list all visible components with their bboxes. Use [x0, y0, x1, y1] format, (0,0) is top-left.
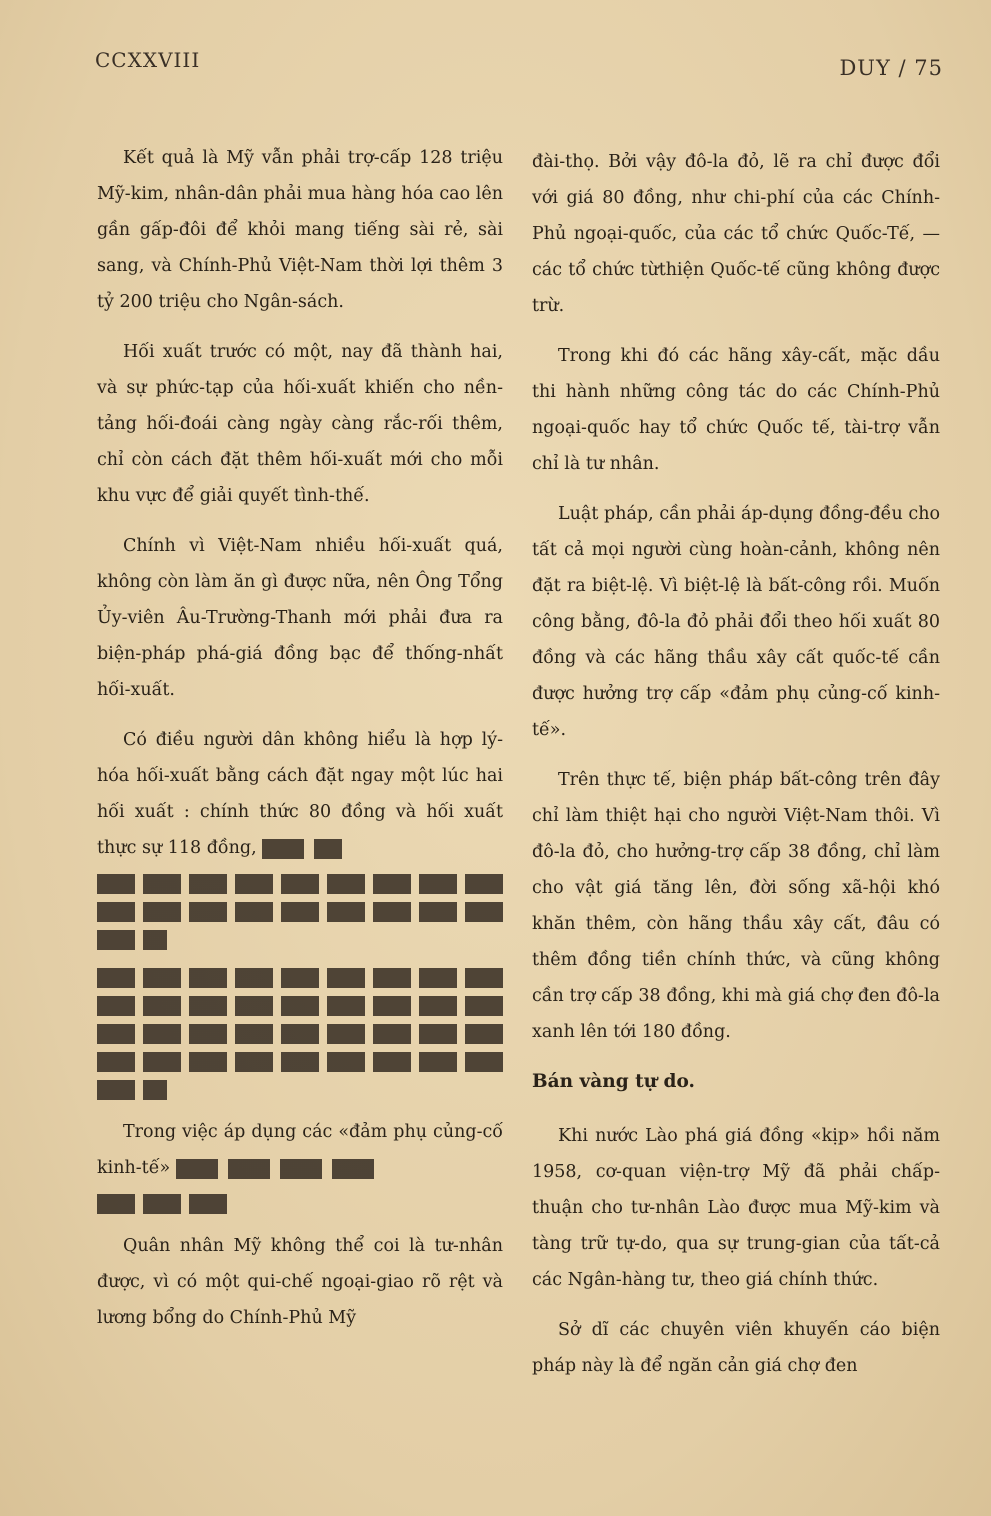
paragraph-text: Có điều người dân không hiểu là hợp lý-hóa hối-xuất bằng cách đặt ngay một lúc hai hối xuất : chính thức 80 đồng và hối xuất thực sự 118 đồng,	[97, 730, 503, 858]
paragraph: đài-thọ. Bởi vậy đô-la đỏ, lẽ ra chỉ được đổi với giá 80 đồng, như chi-phí của các Chính-Phủ ngoại-quốc, của các tổ chức Quốc-Tế, — các tổ chức từthiện Quốc-tế cũng không được trừ.	[532, 152, 940, 316]
censored-line	[97, 1024, 503, 1044]
censored-line	[97, 968, 503, 988]
paragraph	[97, 722, 503, 866]
censored-text	[262, 839, 342, 859]
paragraph	[97, 1114, 503, 1186]
paragraph: Chính vì Việt-Nam nhiều hối-xuất quá, không còn làm ăn gì được nữa, nên Ông Tổng Ủy-viên Âu-Trường-Thanh mới phải đưa ra biện-pháp phá-giá đồng bạc để thống-nhất hối-xuất.	[97, 536, 503, 700]
censored-line	[97, 996, 503, 1016]
paragraph: Hối xuất trước có một, nay đã thành hai, và sự phức-tạp của hối-xuất khiến cho nền-tảng hối-đoái càng ngày càng rắc-rối thêm, chỉ còn cách đặt thêm hối-xuất mới cho mỗi khu vực để giải quyết tình-thế.	[97, 342, 503, 506]
censored-block	[97, 968, 503, 1100]
censored-line	[97, 874, 503, 894]
right-column	[532, 144, 940, 1398]
paragraph: Khi nước Lào phá giá đồng «kịp» hồi năm 1958, cơ-quan viện-trợ Mỹ đã phải chấp-thuận cho tư-nhân Lào được mua Mỹ-kim và tàng trữ tự-do, qua sự trung-gian của tất-cả các Ngân-hàng tư, theo giá chính thức.	[532, 1126, 940, 1290]
paragraph: Trên thực tế, biện pháp bất-công trên đây chỉ làm thiệt hại cho người Việt-Nam thôi. Vì đô-la đỏ, cho hưởng-trợ cấp 38 đồng, chỉ làm cho vật giá tăng lên, đời sống xã-hội khó khăn thêm, còn hãng thầu xây cất, đâu có thêm đồng tiền chính thức, và cũng không cần trợ cấp 38 đồng, khi mà giá chợ đen đô-la xanh lên tới 180 đồng.	[532, 770, 940, 1042]
censored-line	[97, 930, 167, 950]
censored-line	[97, 1052, 503, 1072]
censored-line	[97, 1194, 232, 1214]
censored-text	[176, 1159, 376, 1179]
censored-line	[97, 902, 503, 922]
paragraph: Quân nhân Mỹ không thể coi là tư-nhân được, vì có một qui-chế ngoại-giao rõ rệt và lương bổng do Chính-Phủ Mỹ	[97, 1236, 503, 1328]
page-header-right: DUY / 75	[839, 56, 943, 80]
section-heading: Bán vàng tự do.	[532, 1071, 695, 1092]
censored-block	[97, 874, 503, 950]
paragraph-text: Trong việc áp dụng các «đảm phụ củng-cố kinh-tế»	[97, 1122, 503, 1178]
censored-block	[97, 1194, 503, 1214]
censored-line	[97, 1080, 167, 1100]
page-header-left: CCXXVIII	[95, 48, 201, 72]
paragraph: Kết quả là Mỹ vẫn phải trợ-cấp 128 triệu Mỹ-kim, nhân-dân phải mua hàng hóa cao lên gần gấp-đôi để khỏi mang tiếng sài rẻ, sài sang, và Chính-Phủ Việt-Nam thời lợi thêm 3 tỷ 200 triệu cho Ngân-sách.	[97, 148, 503, 312]
paragraph: Sở dĩ các chuyên viên khuyến cáo biện pháp này là để ngăn cản giá chợ đen	[532, 1320, 940, 1376]
left-column	[97, 140, 503, 1350]
paragraph: Luật pháp, cần phải áp-dụng đồng-đều cho tất cả mọi người cùng hoàn-cảnh, không nên đặt ra biệt-lệ. Vì biệt-lệ là bất-công rồi. Muốn công bằng, đô-la đỏ phải đổi theo hối xuất 80 đồng và các hãng thầu xây cất quốc-tế cần được hưởng trợ cấp «đảm phụ củng-cố kinh-tế».	[532, 504, 940, 740]
paragraph: Trong khi đó các hãng xây-cất, mặc dầu thi hành những công tác do các Chính-Phủ ngoại-quốc hay tổ chức Quốc tế, tài-trợ vẫn chỉ là tư nhân.	[532, 346, 940, 474]
